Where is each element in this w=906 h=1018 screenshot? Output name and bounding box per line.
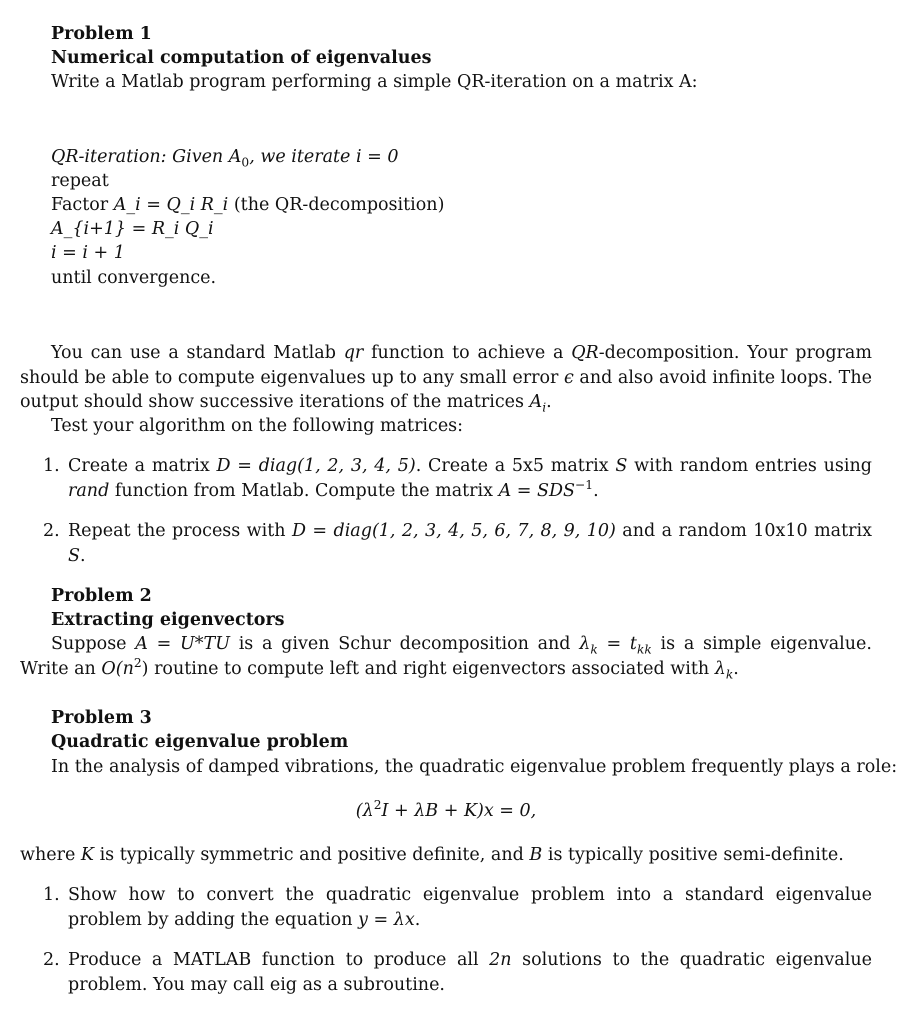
problem-1-intro: Write a Matlab program performing a simple QR-iteration on a matrix A: — [51, 72, 698, 92]
qr-algorithm-line-5: i = i + 1 — [51, 243, 125, 263]
problem-2-subtitle: Extracting eigenvectors — [51, 610, 285, 630]
list-item: 1. Show how to convert the quadratic eigenvalue problem into a standard eigenvalue problem by adding the equation y = λx. — [43, 885, 872, 930]
list-item: 1. Create a matrix D = diag(1, 2, 3, 4, 5). Create a 5x5 matrix S with random entries using rand function from Matlab. Compute the matrix $A = SDS^{-1}$. — [43, 456, 872, 501]
list-item: 2. Produce a MATLAB function to produce all 2n solutions to the quadratic eigenvalue problem. You may call eig as a subroutine. — [43, 950, 872, 995]
list-item: 2. Repeat the process with D = diag(1, 2, 3, 4, 5, 6, 7, 8, 9, 10) and a random 10x10 matrix S. — [43, 521, 872, 566]
test-intro: Test your algorithm on the following matrices: — [51, 416, 464, 436]
qr-algorithm-line-4: A_{i+1} = R_i Q_i — [51, 219, 214, 239]
problem-3-subtitle: Quadratic eigenvalue problem — [51, 732, 349, 752]
problem-1-subtitle: Numerical computation of eigenvalues — [51, 48, 432, 68]
problem-3-intro: In the analysis of damped vibrations, the quadratic eigenvalue problem frequently plays a role: — [51, 757, 898, 777]
qr-algorithm-line-1: QR-iteration: Given $A_0$, we iterate i = 0 — [51, 147, 399, 170]
qr-algorithm-line-3: Factor A_i = Q_i R_i (the QR-decomposition) — [51, 195, 445, 215]
qr-algorithm-line-2: repeat — [51, 171, 109, 191]
problem-1-title: Problem 1 — [51, 24, 152, 44]
problem-2-paragraph: Suppose A = U*TU is a given Schur decomposition and $\lambda_k = t_{kk}$ is a simple eigenvalue. Write an $O(n^2)$ routine to compute left and right eigenvectors associated with $\lambda_k$. — [20, 634, 872, 681]
qr-algorithm-line-6: until convergence. — [51, 268, 217, 288]
problem-1-list — [20, 454, 872, 568]
problem-3-list — [20, 883, 872, 997]
problem-1-paragraph: You can use a standard Matlab qr function to achieve a QR-decomposition. Your program should be able to compute eigenvalues up to any small error ϵ and also avoid infinite loops. The output should show successive iterations of the matrices $A_i$. — [20, 343, 872, 415]
quadratic-equation: $(\lambda^2I + \lambda B + K)x = 0$, — [355, 798, 537, 821]
problem-2-title: Problem 2 — [51, 586, 152, 606]
problem-3-where: where K is typically symmetric and positive definite, and B is typically positive semi-definite. — [20, 845, 844, 865]
problem-3-title: Problem 3 — [51, 708, 152, 728]
